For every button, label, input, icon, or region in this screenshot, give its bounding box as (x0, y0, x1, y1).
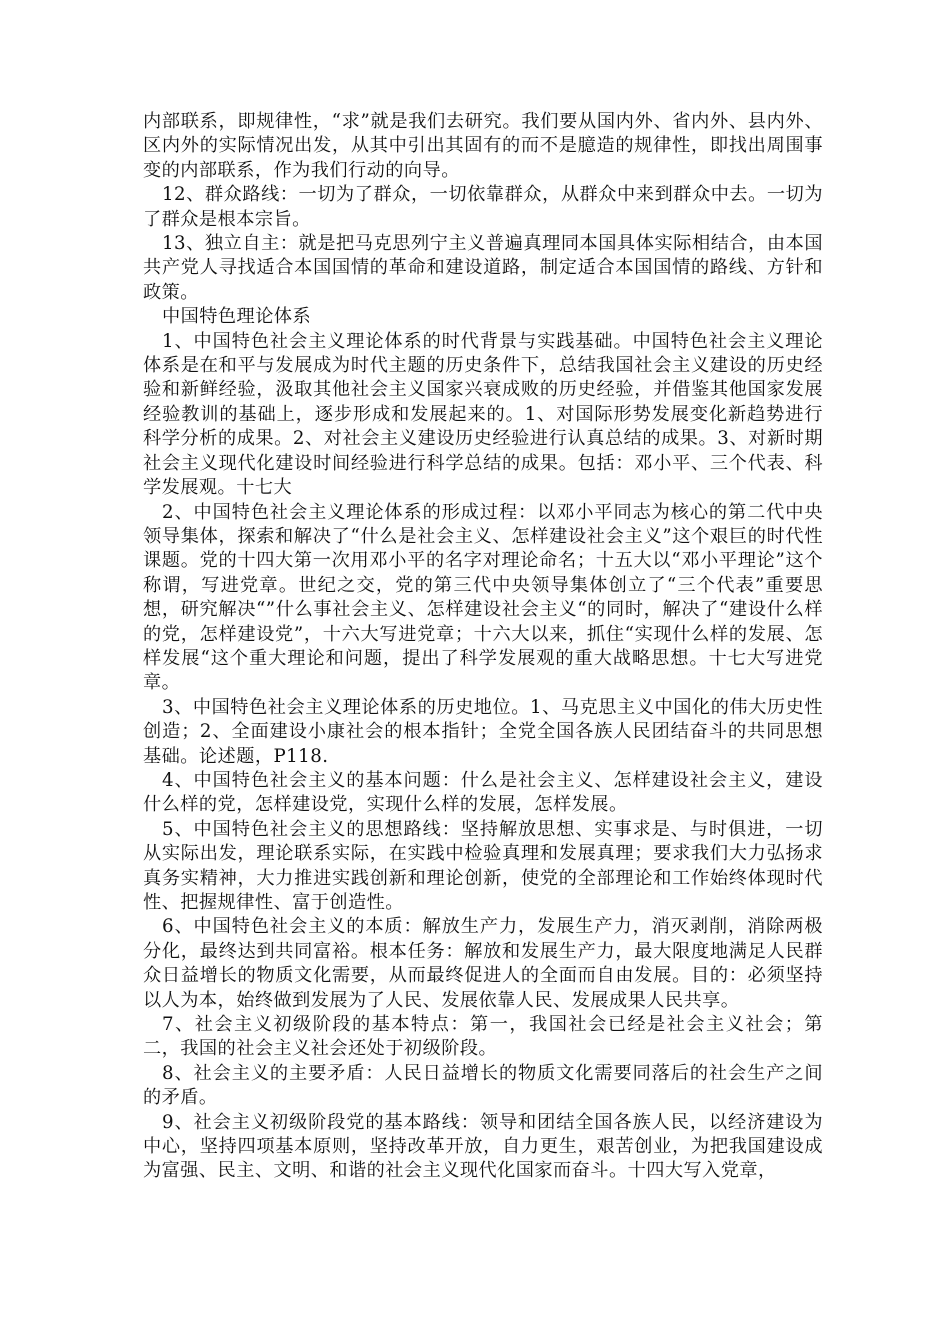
paragraph-7-primary-stage: 7、社会主义初级阶段的基本特点：第一，我国社会已经是社会主义社会；第二，我国的社会主义社会还处于初级阶段。 (143, 1014, 823, 1060)
paragraph-1-background: 1、中国特色社会主义理论体系的时代背景与实践基础。中国特色社会主义理论体系是在和平与发展成为时代主题的历史条件下，总结我国社会主义建设的历史经验和新鲜经验，汲取其他社会主义国家兴衰成败的历史经验，并借鉴其他国家发展经验教训的基础上，逐步形成和发展起来的。1、对国际形势发展变化新趋势进行科学分析的成果。2、对社会主义建设历史经验进行认真总结的成果。3、对新时期社会主义现代化建设时间经验进行科学总结的成果。包括：邓小平、三个代表、科学发展观。十七大 (143, 330, 823, 499)
section-heading: 中国特色理论体系 (162, 306, 312, 328)
paragraph-continuation: 内部联系，即规律性，“求”就是我们去研究。我们要从国内外、省内外、县内外、区内外的实际情况出发，从其中引出其固有的而不是臆造的规律性，即找出周围事变的内部联系，作为我们行动的向导。 (143, 111, 823, 181)
paragraph-12-mass-line: 12、群众路线：一切为了群众，一切依靠群众，从群众中来到群众中去。一切为了群众是根本宗旨。 (143, 184, 823, 230)
paragraph-4-basic-question: 4、中国特色社会主义的基本问题：什么是社会主义、怎样建设社会主义，建设什么样的党，怎样建设党，实现什么样的发展，怎样发展。 (143, 769, 823, 816)
paragraph-2-formation: 2、中国特色社会主义理论体系的形成过程：以邓小平同志为核心的第二代中央领导集体，探索和解决了“什么是社会主义、怎样建设社会主义”这个艰巨的时代性课题。党的十四大第一次用邓小平的名字对理论命名；十五大以“邓小平理论”这个称谓，写进党章。世纪之交，党的第三代中央领导集体创立了“三个代表”重要思想，研究解决“”什么事社会主义、怎样建设社会主义“的同时，解决了“建设什么样的党，怎样建设党”，十六大写进党章；十六大以来，抓住“实现什么样的发展、怎样发展“这个重大理论和问题，提出了科学发展观的重大战略思想。十七大写进党章。 (143, 501, 823, 694)
paragraph-3-status: 3、中国特色社会主义理论体系的历史地位。1、马克思主义中国化的伟大历史性创造；2、全面建设小康社会的根本指针；全党全国各族人民团结奋斗的共同思想基础。论述题，P118. (143, 696, 823, 767)
paragraph-6-essence: 6、中国特色社会主义的本质：解放生产力，发展生产力，消灭剥削，消除两极分化，最终达到共同富裕。根本任务：解放和发展生产力，最大限度地满足人民群众日益增长的物质文化需要，从而最终促进人的全面而自由发展。目的：必须坚持以人为本，始终做到发展为了人民、发展依靠人民、发展成果人民共享。 (143, 916, 823, 1011)
document-body (143, 110, 823, 1184)
paragraph-13-independence: 13、独立自主：就是把马克思列宁主义普遍真理同本国具体实际相结合，由本国共产党人寻找适合本国国情的革命和建设道路，制定适合本国国情的路线、方针和政策。 (143, 233, 823, 303)
paragraph-9-basic-line: 9、社会主义初级阶段党的基本路线：领导和团结全国各族人民，以经济建设为中心，坚持四项基本原则，坚持改革开放，自力更生，艰苦创业，为把我国建设成为富强、民主、文明、和谐的社会主义现代化国家而奋斗。十四大写入党章， (143, 1111, 823, 1182)
paragraph-5-ideology: 5、中国特色社会主义的思想路线：坚持解放思想、实事求是、与时俱进，一切从实际出发，理论联系实际，在实践中检验真理和发展真理；要求我们大力弘扬求真务实精神，大力推进实践创新和理论创新，使党的全部理论和工作始终体现时代性、把握规律性、富于创造性。 (143, 818, 823, 913)
paragraph-8-main-contradiction: 8、社会主义的主要矛盾：人民日益增长的物质文化需要同落后的社会生产之间的矛盾。 (143, 1062, 823, 1109)
